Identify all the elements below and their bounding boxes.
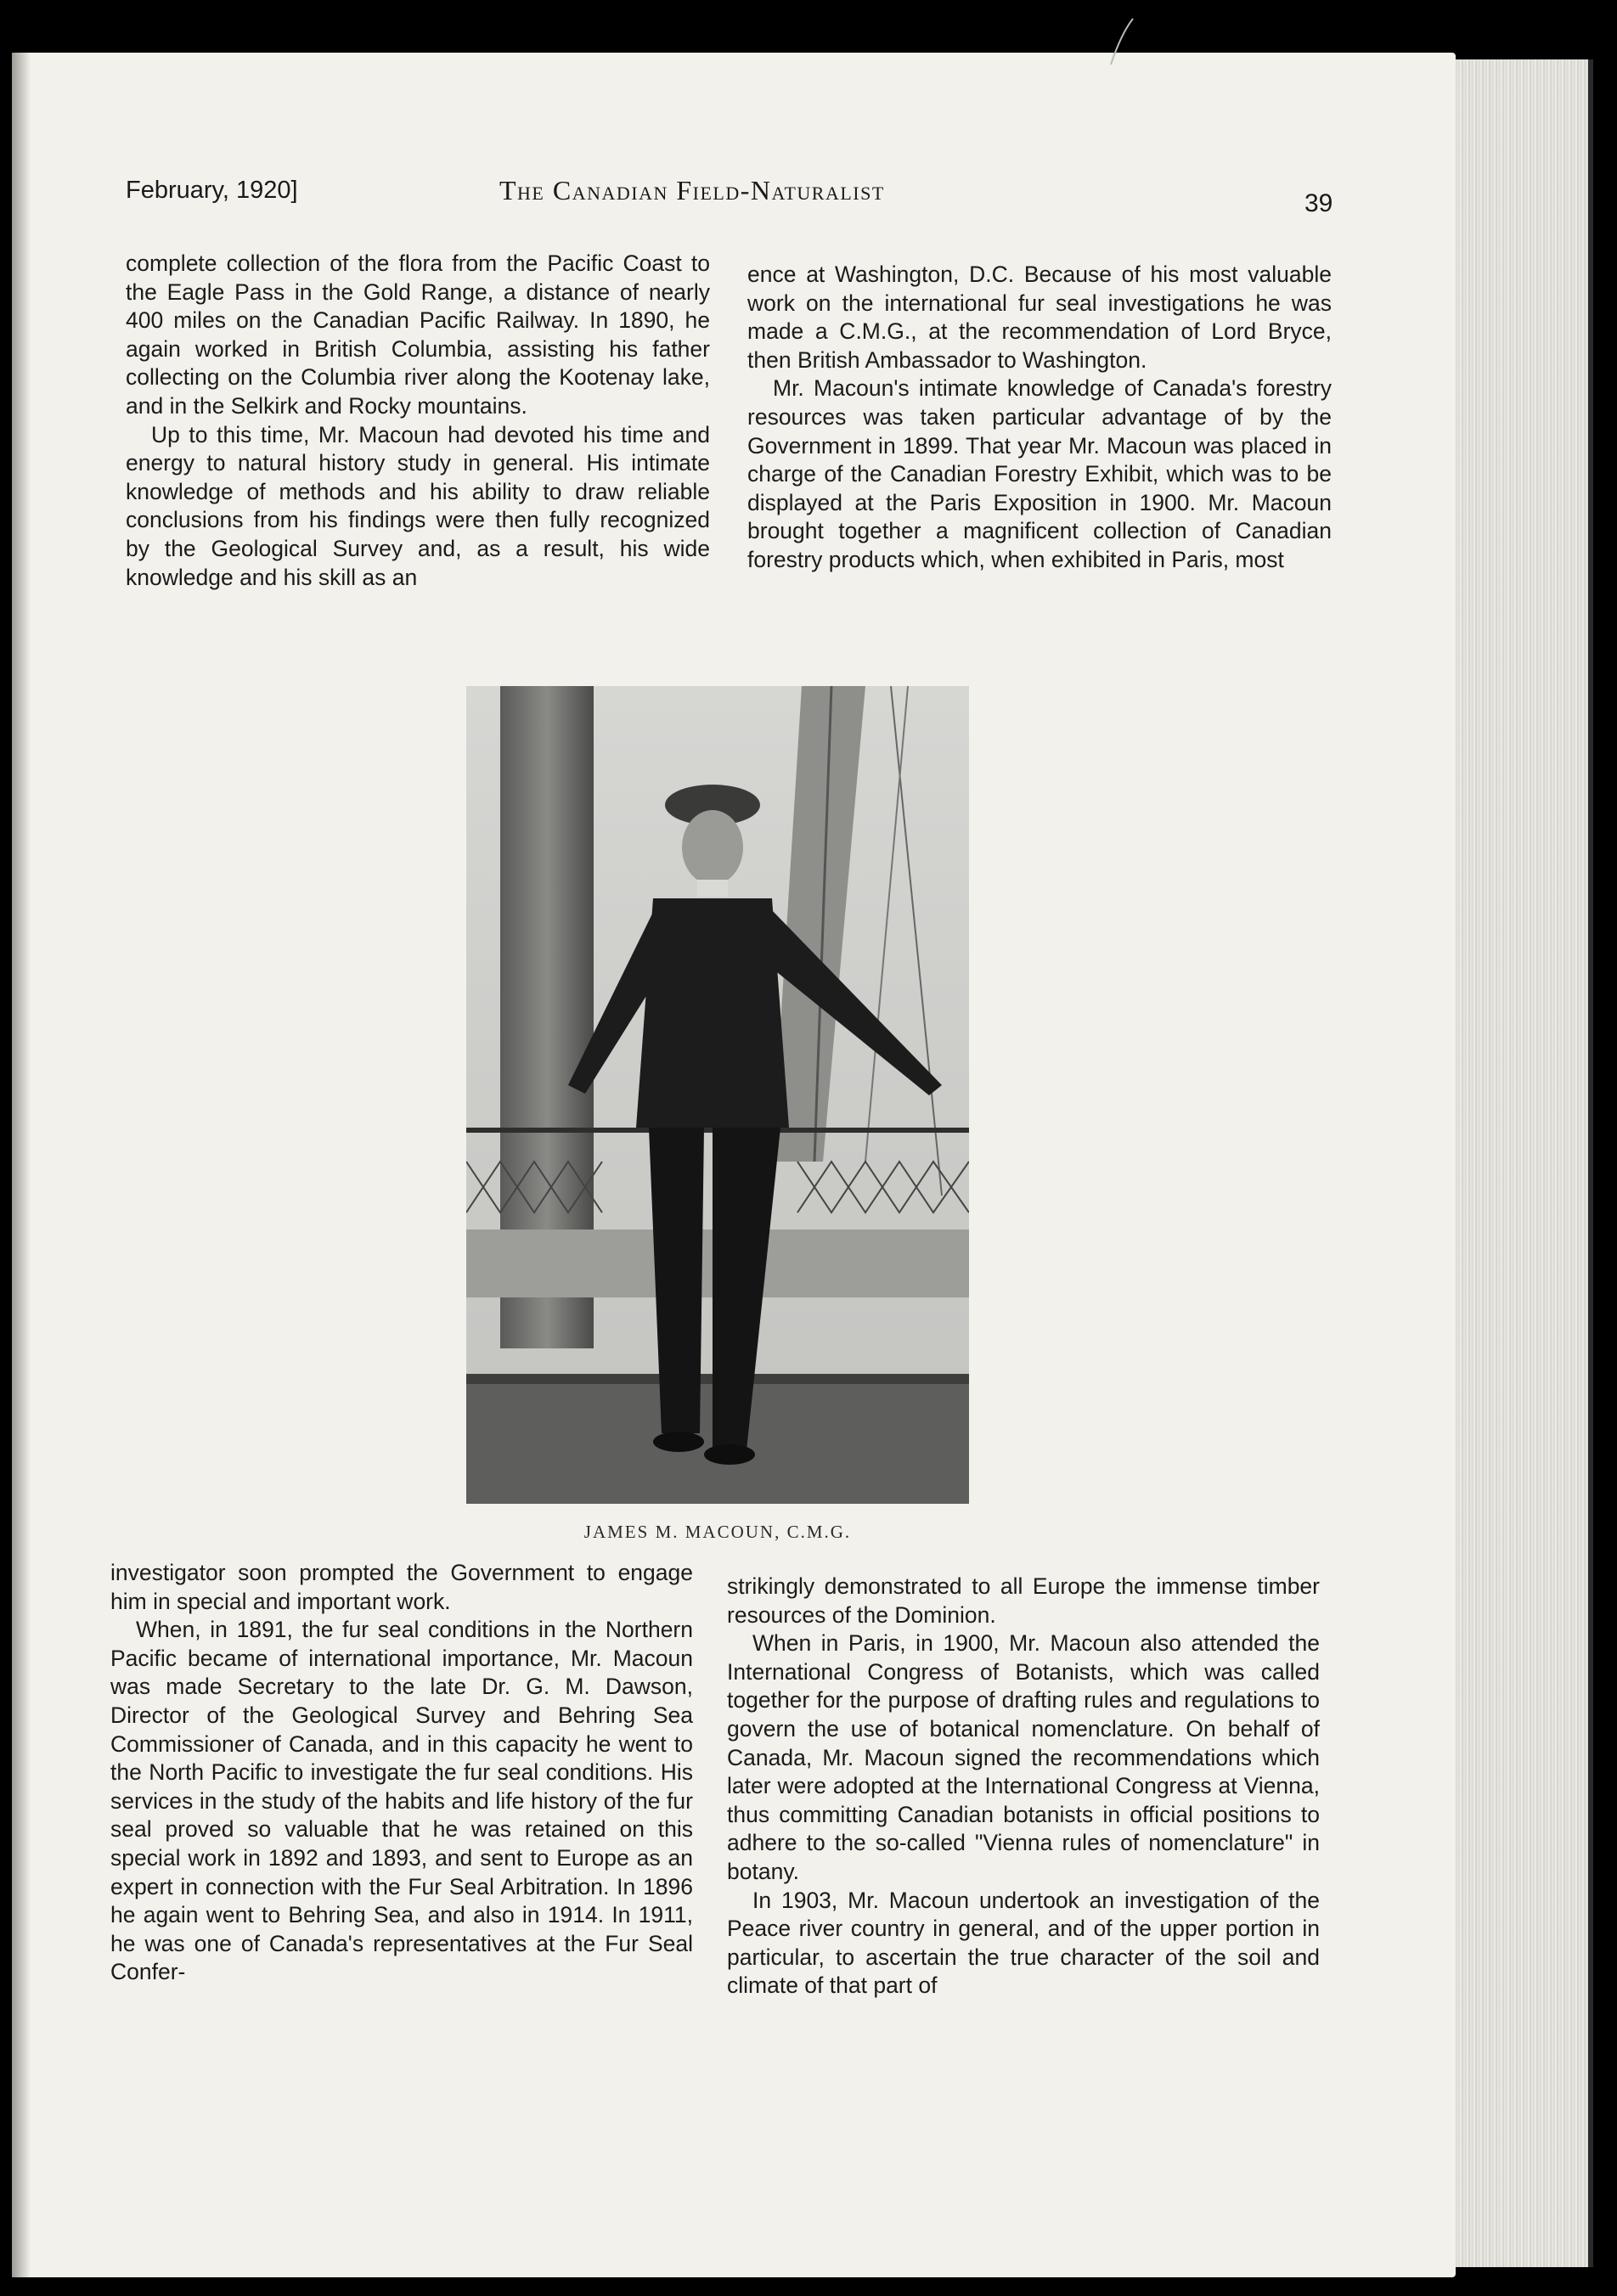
paragraph: When in Paris, in 1900, Mr. Macoun also attended the International Congress of Botanists, which was called together for the purpose of drafting rules and regulations to govern the use of botanical nomenclature. On behalf of Canada, Mr. Macoun signed the recommendations which later were adopted at the International Congress at Vienna, thus committing Canadian botanists in official positions to adhere to the so-called "Vienna rules of nomenclature" in botany. xyxy=(727,1630,1320,1884)
column-bottom-left xyxy=(110,1559,693,1987)
portrait-photo-image xyxy=(466,686,969,1504)
paragraph: Mr. Macoun's intimate knowledge of Canada's forestry resources was taken particular advantage of by the Government in 1899. That year Mr. Macoun was placed in charge of the Canadian Forestry Exhibit, which was to be displayed at the Paris Exposition in 1900. Mr. Macoun brought together a magnificent collection of Canadian forestry products which, when exhibited in Paris, most xyxy=(747,375,1332,572)
book-page-edges xyxy=(1444,59,1593,2267)
header-date: February, 1920] xyxy=(126,177,298,204)
column-top-right xyxy=(747,261,1332,575)
gutter-shadow xyxy=(12,53,31,2277)
photo-caption: JAMES M. MACOUN, C.M.G. xyxy=(583,1522,852,1542)
column-top-left xyxy=(126,250,710,592)
page-number: 39 xyxy=(1304,189,1333,217)
paragraph: Up to this time, Mr. Macoun had devoted his time and energy to natural history study in general. His intimate knowledge of methods and his ability to draw reliable conclusions from his findings were then fully recognized by the Geological Survey and, as a result, his wide knowledge and his skill as an xyxy=(126,421,710,590)
paragraph: In 1903, Mr. Macoun undertook an investigation of the Peace river country in general, and of the upper portion in particular, to ascertain the true character of the soil and climate of that part of xyxy=(727,1887,1320,1999)
paragraph: ence at Washington, D.C. Because of his most valuable work on the international fur seal investigations he was made a C.M.G., at the recommendation of Lord Bryce, then British Ambassador to Washington. xyxy=(747,262,1332,373)
paragraph: investigator soon prompted the Government to engage him in special and important work. xyxy=(110,1560,693,1614)
paragraph: When, in 1891, the fur seal conditions in the Northern Pacific became of international importance, Mr. Macoun was made Secretary to the late Dr. G. M. Dawson, Director of the Geological Survey and Behring Sea Commissioner of Canada, and in this capacity he went to the North Pacific to investigate the fur seal conditions. His services in the study of the habits and life history of the fur seal proved so valuable that he was retained on this special work in 1892 and 1893, and sent to Europe as an expert in connection with the Fur Seal Arbitration. In 1896 he again went to Behring Sea, and also in 1914. In 1911, he was one of Canada's representatives at the Fur Seal Confer- xyxy=(110,1617,693,1985)
journal-title: The Canadian Field-Naturalist xyxy=(499,175,885,205)
pencil-mark xyxy=(1104,17,1138,68)
paragraph: strikingly demonstrated to all Europe the immense timber resources of the Dominion. xyxy=(727,1573,1320,1628)
column-bottom-right xyxy=(727,1573,1320,2001)
portrait-photo xyxy=(466,686,969,1504)
paragraph: complete collection of the flora from the Pacific Coast to the Eagle Pass in the Gold Range, a distance of nearly 400 miles on the Canadian Pacific Railway. In 1890, he again worked in British Columbia, assisting his father collecting on the Columbia river along the Kootenay lake, and in the Selkirk and Rocky mountains. xyxy=(126,250,710,419)
